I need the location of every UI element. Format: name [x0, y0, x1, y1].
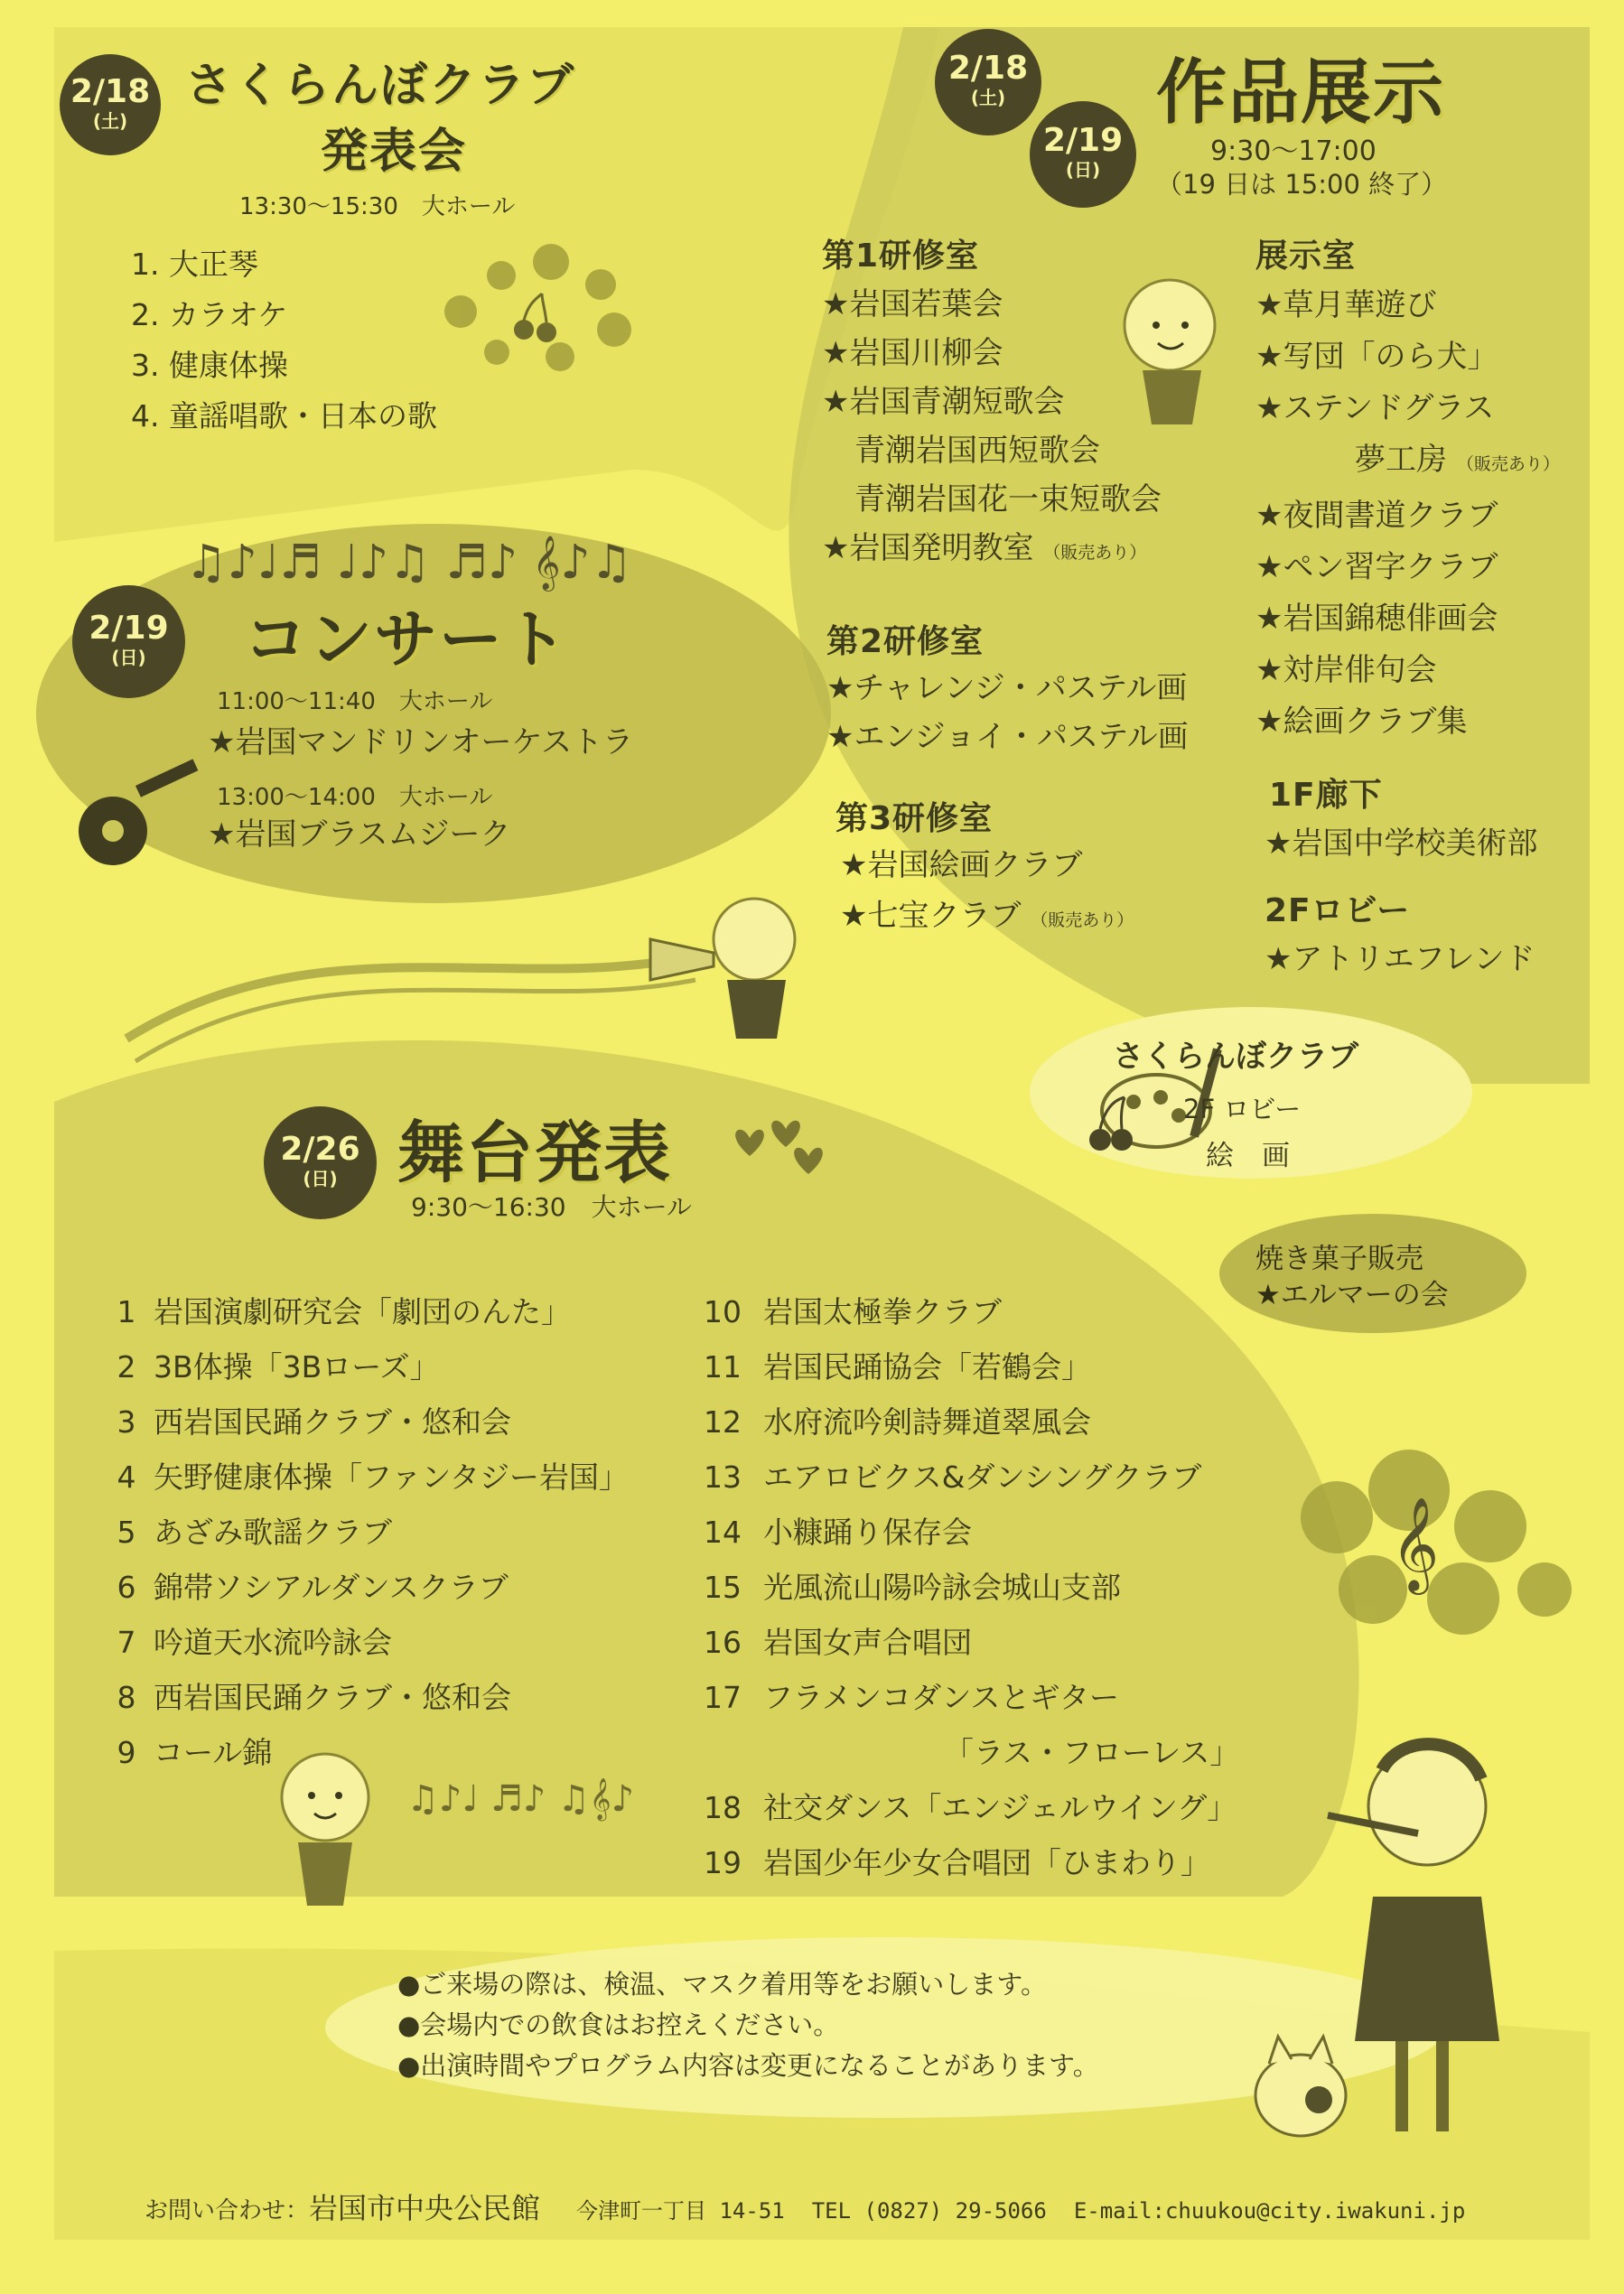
date-badge-0219-exhibit: [1030, 101, 1136, 208]
date: 2/26: [280, 1131, 360, 1168]
floor1-heading: 1F廊下: [1269, 777, 1383, 814]
painting-place: 2F ロビー: [1183, 1094, 1302, 1124]
row-text: 岩国女声合唱団: [763, 1625, 972, 1660]
stage-row: [99, 1284, 629, 1339]
list-item: [822, 426, 1162, 475]
stage-row: [682, 1394, 1239, 1450]
row-text: 社交ダンス「エンジェルウイング」: [763, 1790, 1237, 1825]
stage-row: [99, 1725, 629, 1780]
item-text: 青潮岩国花一束短歌会: [854, 481, 1162, 518]
stage-row: [99, 1560, 629, 1615]
row-text: 吟道天水流吟詠会: [154, 1625, 392, 1660]
footer-email: E-mail:chuukou@city.iwakuni.jp: [1073, 2198, 1466, 2224]
footer-org: 岩国市中央公民館: [309, 2191, 541, 2225]
list-item: [1255, 645, 1560, 696]
item-text: ★岩国青潮短歌会: [822, 384, 1065, 420]
sale-note: （販売あり）: [1031, 910, 1134, 930]
sale-note: （販売あり）: [1043, 543, 1147, 563]
floor2-heading: 2Fロビー: [1265, 892, 1411, 929]
room2-list: [826, 664, 1189, 761]
weekday: (日): [1065, 159, 1101, 181]
row-num: 14: [704, 1515, 742, 1550]
item-text: ★岩国川柳会: [822, 335, 1003, 371]
row-num: 11: [704, 1349, 742, 1385]
item-text: ★ステンドグラス: [1255, 390, 1495, 426]
list-item: [822, 329, 1162, 378]
flower-icon: [425, 230, 650, 384]
date-badge-0218: [60, 54, 161, 155]
row-text: 錦帯ソシアルダンスクラブ: [154, 1570, 509, 1605]
list-item: ★エンジョイ・パステル画: [826, 719, 1189, 755]
sakuranbo-title: さくらんぼクラブ: [185, 59, 576, 113]
item-text: ★写団「のら犬」: [1255, 339, 1498, 375]
item-text: ★岩国錦穂俳画会: [1255, 601, 1498, 637]
concert-item-1: ★岩国マンドリンオーケストラ: [208, 724, 634, 760]
list-item: [840, 840, 1134, 891]
weekday: (日): [111, 647, 146, 668]
item-text: ★岩国絵画クラブ: [840, 847, 1083, 883]
sakuranbo-program-list: [131, 239, 437, 442]
svg-text:♫♪♩ ♬♪ ♫𝄞♪: ♫♪♩ ♬♪ ♫𝄞♪: [406, 1778, 635, 1820]
stage-list-left: [99, 1284, 629, 1780]
list-item: [822, 378, 1162, 426]
notice-line: ●会場内での飲食はお控えください。: [397, 2010, 840, 2040]
tenji-heading: 展示室: [1255, 238, 1357, 275]
row-text: 光風流山陽吟詠会城山支部: [763, 1570, 1121, 1605]
stage-row: [682, 1284, 1239, 1339]
sweets-line1: 焼き菓子販売: [1255, 1243, 1423, 1275]
weekday: (土): [970, 87, 1006, 108]
sweets-line2: ★エルマーの会: [1255, 1279, 1449, 1311]
list-item: [822, 524, 1162, 577]
stage-row: [99, 1394, 629, 1450]
list-item: [1255, 593, 1560, 645]
list-item: [1255, 383, 1560, 434]
row-num: 2: [117, 1349, 136, 1385]
item-text: ★絵画クラブ集: [1255, 704, 1468, 740]
list-item: 4. 童謡唱歌・日本の歌: [131, 398, 437, 434]
footer-label: お問い合わせ：: [145, 2197, 310, 2224]
date: 2/19: [1042, 122, 1124, 159]
room3-heading: 第3研修室: [835, 800, 994, 837]
row-text: 岩国太極拳クラブ: [763, 1294, 1002, 1329]
tenji-list: [1255, 280, 1560, 748]
exhibition-title: 作品展示: [1156, 52, 1446, 134]
list-item: [1255, 490, 1560, 542]
stage-list-right: [682, 1284, 1239, 1890]
room3-list: [840, 840, 1134, 946]
cat-icon: [1237, 2014, 1373, 2140]
row-num: 16: [704, 1625, 742, 1660]
row-text: コール錦: [154, 1735, 273, 1770]
list-item: [1255, 696, 1560, 748]
stage-row: [682, 1560, 1239, 1615]
row-text: エアロビクス&ダンシングクラブ: [763, 1459, 1202, 1495]
notice-box: [397, 1964, 1099, 2086]
row-num: 12: [704, 1404, 742, 1440]
list-item: [1255, 280, 1560, 331]
row-num: 10: [704, 1294, 742, 1329]
row-num: 18: [704, 1790, 742, 1825]
guitar-icon: [63, 759, 217, 876]
row-num: 15: [704, 1570, 742, 1605]
item-text: ★岩国若葉会: [822, 286, 1003, 322]
stage-row: [682, 1670, 1239, 1725]
date: 2/18: [70, 73, 151, 110]
item-text: ★ペン習字クラブ: [1255, 549, 1498, 585]
stage-row: [682, 1450, 1239, 1505]
list-item: 1. 大正琴: [131, 247, 258, 282]
concert-item-2: ★岩国ブラスムジーク: [208, 816, 511, 853]
row-text: 3B体操「3Bローズ」: [154, 1349, 440, 1385]
list-item: [1255, 542, 1560, 593]
row-text: 岩国演劇研究会「劇団のんた」: [154, 1294, 571, 1329]
heart-cluster-icon: [723, 1102, 840, 1201]
list-item: [822, 475, 1162, 524]
row-text: 岩国少年少女合唱団「ひまわり」: [763, 1845, 1210, 1880]
exhibition-note: （19 日は 15:00 終了）: [1156, 169, 1448, 200]
svg-text:𝄞: 𝄞: [1391, 1497, 1440, 1591]
notice-line: ●出演時間やプログラム内容は変更になることがあります。: [397, 2050, 1099, 2081]
row-num: 17: [704, 1680, 742, 1715]
stage-row: [682, 1505, 1239, 1560]
row-num: 13: [704, 1459, 742, 1495]
footer-tel: TEL (0827) 29-5066: [811, 2198, 1047, 2224]
list-item: [822, 280, 1162, 329]
row-num: 3: [117, 1404, 136, 1440]
list-item: [1255, 434, 1560, 490]
list-item: [1255, 331, 1560, 383]
row-num: 4: [117, 1459, 136, 1495]
list-item: 2. カラオケ: [131, 297, 288, 332]
angel-trumpet-icon: [641, 885, 831, 1066]
stage-title: 舞台発表: [397, 1114, 672, 1192]
concert-time-2: 13:00～14:00 大ホール: [217, 784, 493, 811]
row-num: [682, 1725, 944, 1780]
stage-time: 9:30～16:30 大ホール: [411, 1192, 693, 1222]
row-num: 9: [117, 1735, 136, 1770]
stage-row: [682, 1725, 1239, 1780]
stage-row: [99, 1339, 629, 1394]
row-text: あざみ歌謡クラブ: [154, 1515, 392, 1550]
concert-title: コンサート: [244, 602, 569, 676]
item-text: ★対岸俳句会: [1255, 652, 1437, 688]
flower-icon: [1283, 1445, 1590, 1653]
row-num: 1: [117, 1294, 136, 1329]
stage-row: [682, 1615, 1239, 1670]
sale-note: （販売あり）: [1456, 454, 1560, 474]
painting-title: さくらんぼクラブ: [1113, 1039, 1358, 1075]
date-badge-0218-exhibit: [935, 29, 1041, 135]
footer-contact: [145, 2186, 1465, 2227]
row-text: 西岩国民踊クラブ・悠和会: [154, 1404, 511, 1440]
sakuranbo-title-2: 発表会: [321, 125, 468, 179]
room1-list: [822, 280, 1162, 577]
notice-line: ●ご来場の際は、検温、マスク着用等をお願いします。: [397, 1969, 1047, 2000]
svg-text:♫♪♩♬ ♩♪♫ ♬♪ 𝄞♪♫: ♫♪♩♬ ♩♪♫ ♬♪ 𝄞♪♫: [185, 536, 633, 590]
row-text: 矢野健康体操「ファンタジー岩国」: [154, 1459, 630, 1495]
stage-row: [682, 1835, 1239, 1890]
stage-row: [682, 1339, 1239, 1394]
floor2-item: ★アトリエフレンド: [1265, 941, 1535, 977]
item-text: ★草月華遊び: [1255, 287, 1437, 323]
row-text: フラメンコダンスとギター: [763, 1680, 1120, 1715]
item-text: 夢工房: [1355, 442, 1447, 478]
room1-heading: 第1研修室: [822, 238, 980, 275]
date-badge-0219: [72, 585, 185, 698]
list-item: ★チャレンジ・パステル画: [826, 670, 1188, 706]
row-num: 5: [117, 1515, 136, 1550]
music-notes-icon: [185, 515, 655, 601]
item-text: 青潮岩国西短歌会: [854, 433, 1100, 469]
floor1-item: ★岩国中学校美術部: [1265, 825, 1538, 862]
weekday: (日): [303, 1168, 338, 1189]
footer-address: 今津町一丁目 14-51: [576, 2198, 785, 2224]
item-text: ★岩国発明教室: [822, 530, 1034, 566]
stage-row: [99, 1450, 629, 1505]
exhibition-time: 9:30～17:00: [1210, 135, 1377, 167]
stage-row: [682, 1780, 1239, 1835]
stage-row: [99, 1505, 629, 1560]
date: 2/18: [947, 50, 1029, 87]
row-text: 岩国民踊協会「若鶴会」: [763, 1349, 1091, 1385]
stage-row: [99, 1615, 629, 1670]
row-text: 小糠踊り保存会: [763, 1515, 972, 1550]
row-num: 8: [117, 1680, 136, 1715]
row-num: 19: [704, 1845, 742, 1880]
row-text: 水府流吟剣詩舞道翠風会: [763, 1404, 1091, 1440]
painting-genre: 絵 画: [1206, 1140, 1290, 1172]
weekday: (土): [92, 110, 128, 132]
list-item: 3. 健康体操: [131, 348, 288, 383]
list-item: [840, 891, 1134, 946]
concert-time-1: 11:00～11:40 大ホール: [217, 688, 493, 715]
date: 2/19: [89, 610, 169, 647]
date-badge-0226: [264, 1106, 377, 1219]
sakuranbo-time: 13:30～15:30 大ホール: [239, 193, 516, 220]
stage-row: [99, 1670, 629, 1725]
row-num: 6: [117, 1570, 136, 1605]
row-text: 西岩国民踊クラブ・悠和会: [154, 1680, 511, 1715]
cherry-icon: [1084, 1093, 1138, 1156]
row-text: 「ラス・フローレス」: [944, 1735, 1240, 1770]
item-text: ★夜間書道クラブ: [1255, 498, 1498, 534]
room2-heading: 第2研修室: [826, 623, 985, 660]
item-text: ★七宝クラブ: [840, 898, 1022, 934]
row-num: 7: [117, 1625, 136, 1660]
